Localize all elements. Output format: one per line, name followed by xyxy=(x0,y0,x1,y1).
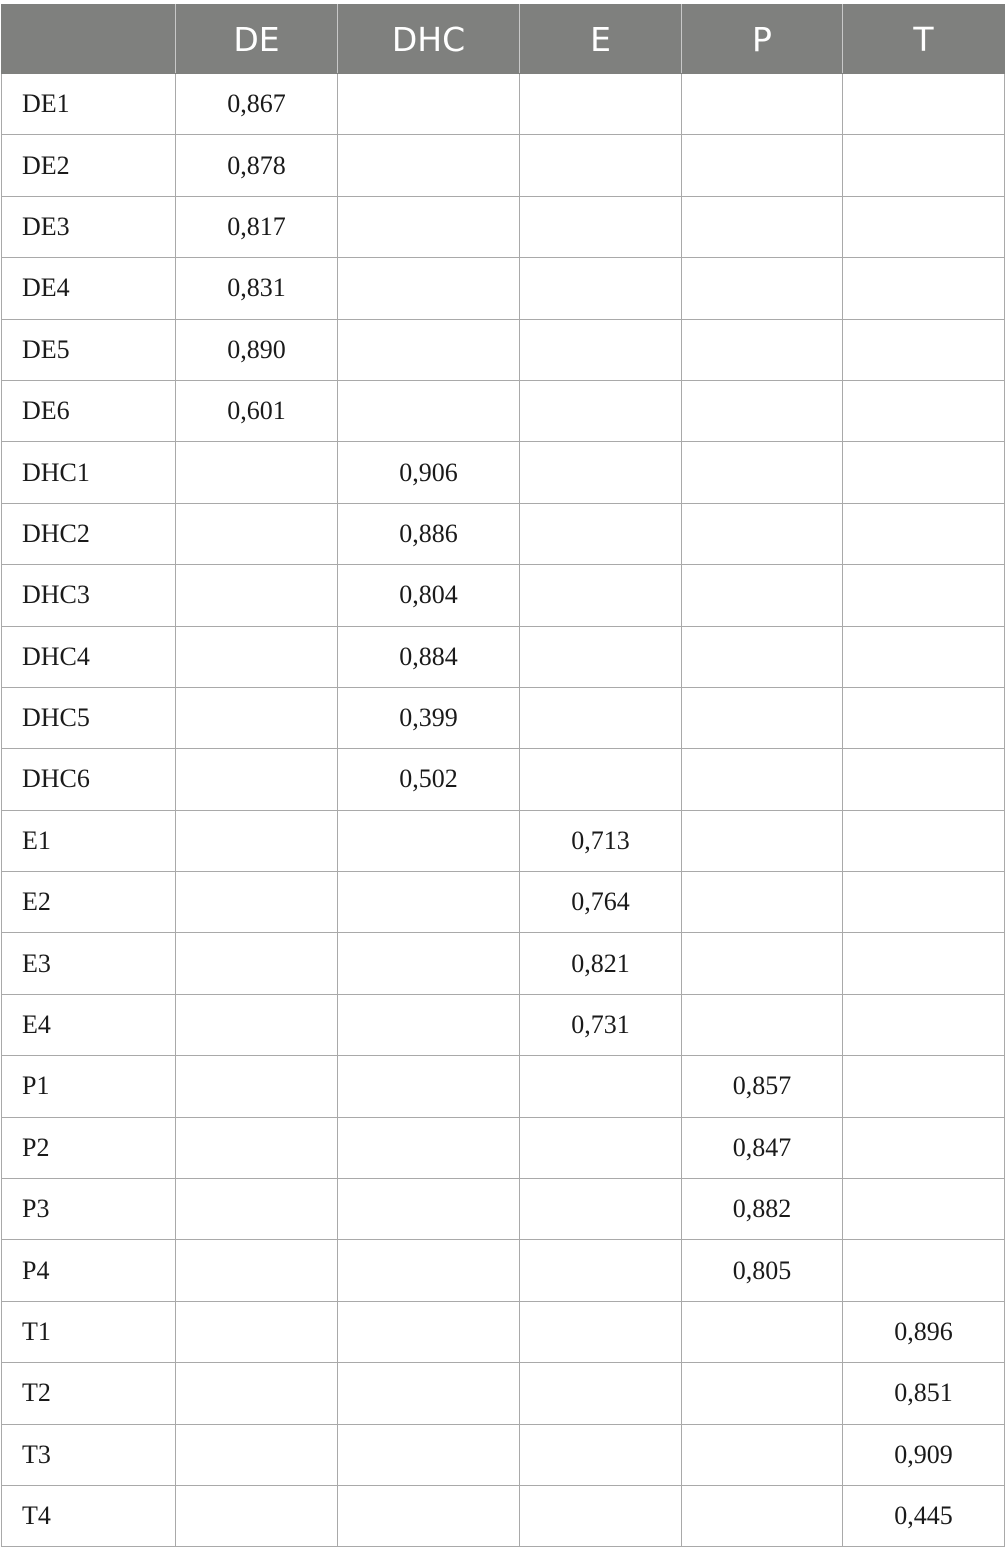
loading-cell xyxy=(843,442,1005,503)
loading-cell: 0,817 xyxy=(176,196,338,257)
loading-cell xyxy=(843,626,1005,687)
loadings-table-container xyxy=(1,4,1004,1547)
loading-cell: 0,884 xyxy=(338,626,520,687)
row-label: DE3 xyxy=(2,196,176,257)
loading-cell xyxy=(682,1424,843,1485)
loading-cell xyxy=(338,810,520,871)
loading-cell xyxy=(843,1179,1005,1240)
loading-cell: 0,857 xyxy=(682,1056,843,1117)
header-cell-empty xyxy=(2,5,176,74)
row-label: T2 xyxy=(2,1363,176,1424)
table-body xyxy=(2,74,1005,1547)
table-row xyxy=(2,1485,1005,1546)
row-label: T3 xyxy=(2,1424,176,1485)
row-label: DHC2 xyxy=(2,503,176,564)
loading-cell xyxy=(176,1424,338,1485)
loading-cell xyxy=(520,1485,682,1546)
loading-cell xyxy=(520,1056,682,1117)
loading-cell xyxy=(843,749,1005,810)
row-label: P1 xyxy=(2,1056,176,1117)
loading-cell xyxy=(843,1056,1005,1117)
row-label: E2 xyxy=(2,872,176,933)
loading-cell xyxy=(520,196,682,257)
table-row xyxy=(2,380,1005,441)
factor-loadings-table xyxy=(1,4,1005,1547)
loading-cell: 0,890 xyxy=(176,319,338,380)
row-label: DHC1 xyxy=(2,442,176,503)
loading-cell xyxy=(176,1485,338,1546)
loading-cell xyxy=(176,1301,338,1362)
header-row xyxy=(2,5,1005,74)
loading-cell xyxy=(682,872,843,933)
table-row xyxy=(2,626,1005,687)
table-row xyxy=(2,687,1005,748)
loading-cell: 0,445 xyxy=(843,1485,1005,1546)
header-cell-p: P xyxy=(682,5,843,74)
row-label: E3 xyxy=(2,933,176,994)
loading-cell xyxy=(843,74,1005,135)
loading-cell xyxy=(682,1363,843,1424)
loading-cell xyxy=(338,1424,520,1485)
loading-cell xyxy=(520,1363,682,1424)
row-label: DE6 xyxy=(2,380,176,441)
loading-cell xyxy=(176,1363,338,1424)
loading-cell xyxy=(520,135,682,196)
loading-cell: 0,882 xyxy=(682,1179,843,1240)
loading-cell xyxy=(843,933,1005,994)
loading-cell xyxy=(520,380,682,441)
header-cell-e: E xyxy=(520,5,682,74)
loading-cell xyxy=(682,1485,843,1546)
loading-cell xyxy=(338,1301,520,1362)
table-row xyxy=(2,319,1005,380)
loading-cell xyxy=(682,503,843,564)
loading-cell xyxy=(843,687,1005,748)
row-label: DHC4 xyxy=(2,626,176,687)
loading-cell: 0,804 xyxy=(338,565,520,626)
table-row xyxy=(2,196,1005,257)
loading-cell xyxy=(338,1485,520,1546)
row-label: DHC6 xyxy=(2,749,176,810)
loading-cell: 0,713 xyxy=(520,810,682,871)
row-label: DE5 xyxy=(2,319,176,380)
loading-cell xyxy=(520,74,682,135)
table-header xyxy=(2,5,1005,74)
loading-cell xyxy=(843,135,1005,196)
loading-cell xyxy=(682,258,843,319)
loading-cell xyxy=(176,687,338,748)
loading-cell xyxy=(682,626,843,687)
row-label: DHC3 xyxy=(2,565,176,626)
loading-cell xyxy=(520,1424,682,1485)
loading-cell xyxy=(520,258,682,319)
row-label: E1 xyxy=(2,810,176,871)
loading-cell xyxy=(338,994,520,1055)
loading-cell xyxy=(682,565,843,626)
loading-cell xyxy=(176,1240,338,1301)
loading-cell xyxy=(520,1240,682,1301)
loading-cell: 0,731 xyxy=(520,994,682,1055)
loading-cell xyxy=(176,994,338,1055)
loading-cell xyxy=(176,1117,338,1178)
table-row xyxy=(2,258,1005,319)
loading-cell xyxy=(520,503,682,564)
header-cell-de: DE xyxy=(176,5,338,74)
row-label: P2 xyxy=(2,1117,176,1178)
loading-cell xyxy=(338,196,520,257)
table-row xyxy=(2,1424,1005,1485)
loading-cell: 0,867 xyxy=(176,74,338,135)
loading-cell: 0,878 xyxy=(176,135,338,196)
loading-cell xyxy=(682,380,843,441)
table-row xyxy=(2,749,1005,810)
loading-cell xyxy=(176,442,338,503)
loading-cell xyxy=(338,1363,520,1424)
table-row xyxy=(2,933,1005,994)
table-row xyxy=(2,565,1005,626)
loading-cell xyxy=(682,749,843,810)
header-cell-dhc: DHC xyxy=(338,5,520,74)
row-label: E4 xyxy=(2,994,176,1055)
table-row xyxy=(2,503,1005,564)
loading-cell: 0,502 xyxy=(338,749,520,810)
loading-cell: 0,821 xyxy=(520,933,682,994)
table-row xyxy=(2,135,1005,196)
loading-cell xyxy=(682,687,843,748)
row-label: P4 xyxy=(2,1240,176,1301)
loading-cell xyxy=(843,380,1005,441)
table-row xyxy=(2,1363,1005,1424)
loading-cell xyxy=(520,687,682,748)
loading-cell xyxy=(520,1117,682,1178)
loading-cell xyxy=(682,74,843,135)
loading-cell xyxy=(176,872,338,933)
row-label: DE2 xyxy=(2,135,176,196)
table-row xyxy=(2,1056,1005,1117)
table-row xyxy=(2,1240,1005,1301)
loading-cell xyxy=(338,1117,520,1178)
loading-cell xyxy=(176,626,338,687)
loading-cell: 0,851 xyxy=(843,1363,1005,1424)
row-label: T4 xyxy=(2,1485,176,1546)
loading-cell: 0,805 xyxy=(682,1240,843,1301)
loading-cell xyxy=(176,810,338,871)
loading-cell xyxy=(338,74,520,135)
loading-cell xyxy=(338,1179,520,1240)
loading-cell xyxy=(843,196,1005,257)
loading-cell: 0,601 xyxy=(176,380,338,441)
loading-cell xyxy=(682,1301,843,1362)
loading-cell xyxy=(682,933,843,994)
loading-cell xyxy=(176,749,338,810)
loading-cell xyxy=(843,565,1005,626)
row-label: T1 xyxy=(2,1301,176,1362)
loading-cell xyxy=(338,258,520,319)
loading-cell: 0,399 xyxy=(338,687,520,748)
table-row xyxy=(2,872,1005,933)
loading-cell xyxy=(520,1179,682,1240)
table-row xyxy=(2,1301,1005,1362)
header-cell-t: T xyxy=(843,5,1005,74)
loading-cell xyxy=(682,196,843,257)
loading-cell xyxy=(843,872,1005,933)
loading-cell xyxy=(682,135,843,196)
table-row xyxy=(2,810,1005,871)
loading-cell xyxy=(338,933,520,994)
loading-cell xyxy=(520,1301,682,1362)
loading-cell xyxy=(682,994,843,1055)
loading-cell xyxy=(338,872,520,933)
loading-cell xyxy=(843,994,1005,1055)
loading-cell xyxy=(338,1056,520,1117)
loading-cell xyxy=(520,565,682,626)
loading-cell: 0,764 xyxy=(520,872,682,933)
loading-cell xyxy=(843,319,1005,380)
loading-cell xyxy=(682,319,843,380)
loading-cell xyxy=(338,319,520,380)
loading-cell xyxy=(338,1240,520,1301)
loading-cell xyxy=(682,442,843,503)
table-row xyxy=(2,1117,1005,1178)
loading-cell xyxy=(176,1056,338,1117)
table-row xyxy=(2,442,1005,503)
loading-cell xyxy=(843,503,1005,564)
loading-cell xyxy=(520,442,682,503)
loading-cell xyxy=(520,626,682,687)
row-label: DE1 xyxy=(2,74,176,135)
row-label: DHC5 xyxy=(2,687,176,748)
loading-cell: 0,886 xyxy=(338,503,520,564)
loading-cell xyxy=(176,1179,338,1240)
row-label: DE4 xyxy=(2,258,176,319)
loading-cell xyxy=(338,135,520,196)
loading-cell xyxy=(176,565,338,626)
loading-cell: 0,896 xyxy=(843,1301,1005,1362)
table-row xyxy=(2,1179,1005,1240)
loading-cell: 0,906 xyxy=(338,442,520,503)
loading-cell xyxy=(520,319,682,380)
loading-cell: 0,909 xyxy=(843,1424,1005,1485)
row-label: P3 xyxy=(2,1179,176,1240)
loading-cell xyxy=(843,1117,1005,1178)
table-row xyxy=(2,994,1005,1055)
loading-cell: 0,831 xyxy=(176,258,338,319)
table-row xyxy=(2,74,1005,135)
loading-cell xyxy=(682,810,843,871)
loading-cell xyxy=(176,933,338,994)
loading-cell xyxy=(843,1240,1005,1301)
loading-cell xyxy=(338,380,520,441)
loading-cell xyxy=(843,258,1005,319)
loading-cell: 0,847 xyxy=(682,1117,843,1178)
loading-cell xyxy=(176,503,338,564)
loading-cell xyxy=(843,810,1005,871)
loading-cell xyxy=(520,749,682,810)
